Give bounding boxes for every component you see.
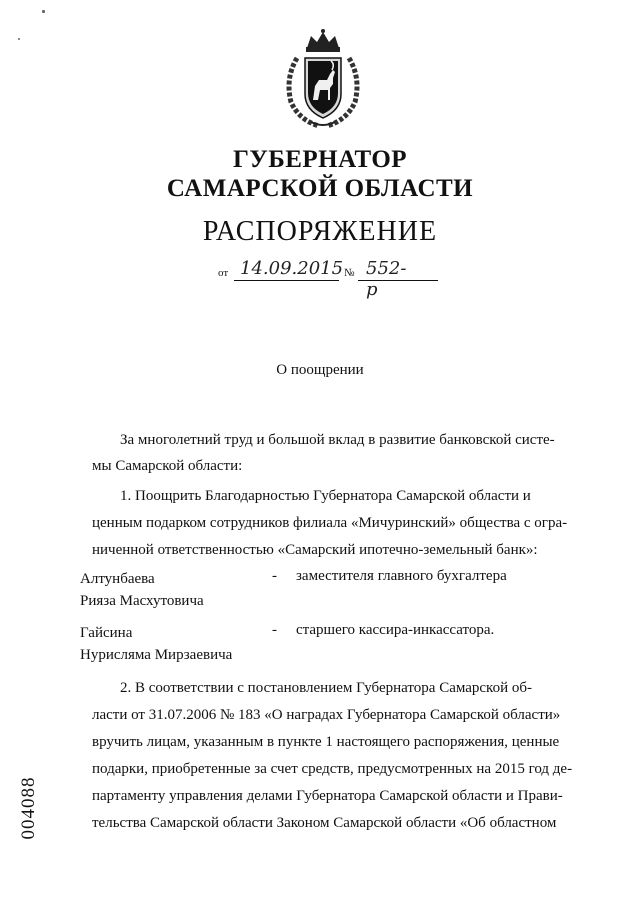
date-underline (234, 280, 339, 281)
scan-speck (42, 10, 45, 13)
person-given-name: Нурисляма Мирзаевича (80, 647, 233, 663)
text-line: подарки, приобретенные за счет средств, предусмотренных на 2015 год де- (92, 761, 573, 777)
text-line: партаменту управления делами Губернатора Самарской области и Прави- (92, 788, 563, 804)
handwritten-number: 552-р (366, 258, 407, 300)
registration-number-text: 004088 (18, 776, 39, 840)
paragraph-2 (92, 676, 573, 835)
intro-paragraph (92, 428, 568, 452)
region-title: САМАРСКОЙ ОБЛАСТИ (166, 175, 474, 202)
samara-coat-of-arms-icon (275, 28, 371, 132)
date-label: от (218, 267, 229, 279)
person-surname: Гайсина (80, 625, 133, 641)
text-line: тельства Самарской области Законом Самарской области «Об областном (92, 815, 557, 831)
handwritten-date: 14.09.2015 (240, 258, 344, 279)
number-label: № (344, 267, 355, 279)
person-1-role: заместителя главного бухгалтера (296, 568, 507, 584)
document-type: РАСПОРЯЖЕНИЕ (202, 216, 438, 247)
person-surname: Алтунбаева (80, 571, 155, 587)
side-registration-number (8, 768, 50, 848)
text-line: 2. В соответствии с постановлением Губернатора Самарской об- (120, 680, 532, 696)
scan-speck (18, 38, 20, 40)
text-line: За многолетний труд и большой вклад в развитие банковской систе- (120, 432, 555, 448)
governor-title: ГУБЕРНАТОР (232, 146, 408, 173)
person-1-dash: - (272, 568, 277, 584)
text-line: мы Самарской области: (92, 458, 243, 474)
person-2-role: старшего кассира-инкассатора. (296, 622, 495, 638)
text-line: 1. Поощрить Благодарностью Губернатора Самарской области и (120, 488, 531, 504)
person-2-dash: - (272, 622, 277, 638)
intro-paragraph-end (92, 454, 568, 478)
person-1-name (80, 568, 204, 612)
paragraph-1 (92, 484, 568, 562)
document-subject: О поощрении (276, 362, 364, 378)
text-line: вручить лицам, указанным в пункте 1 настоящего распоряжения, ценные (92, 734, 560, 750)
text-line: ласти от 31.07.2006 № 183 «О наградах Губернатора Самарской области» (92, 707, 561, 723)
person-2-name (80, 622, 232, 666)
text-line: ценным подарком сотрудников филиала «Мичуринский» общества с огра- (92, 515, 568, 531)
person-given-name: Рияза Масхутовича (80, 593, 204, 609)
text-line: ниченной ответственностью «Самарский ипотечно-земельный банк»: (92, 542, 538, 558)
